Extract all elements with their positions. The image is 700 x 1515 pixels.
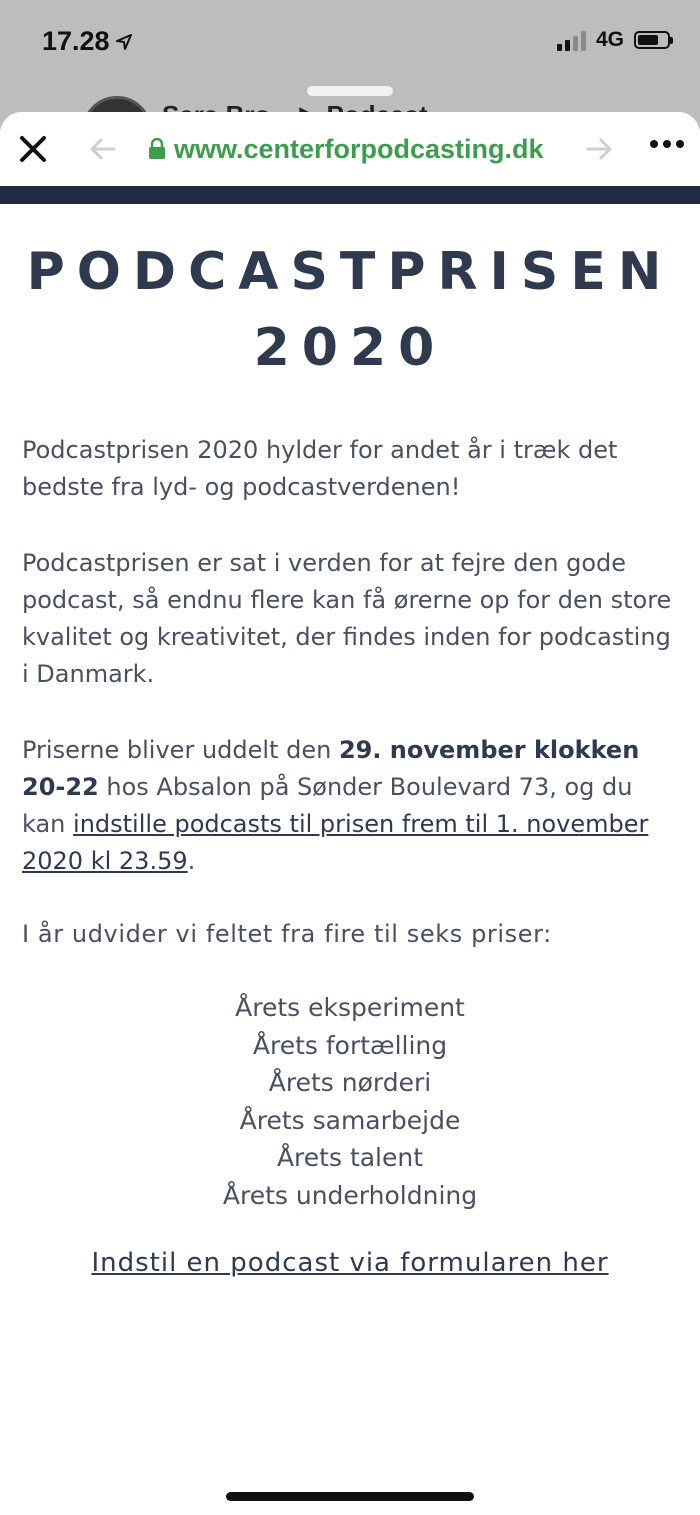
signal-icon xyxy=(557,29,586,51)
lock-icon xyxy=(148,138,166,160)
status-bar xyxy=(0,0,700,130)
awards-list xyxy=(0,989,700,1214)
close-icon[interactable] xyxy=(16,132,50,166)
list-item: Årets eksperiment xyxy=(235,993,465,1022)
page-title xyxy=(0,204,700,386)
date-paragraph xyxy=(22,732,678,880)
time-label: 17.28 xyxy=(42,26,110,56)
more-icon[interactable] xyxy=(650,140,684,148)
purpose-paragraph: Podcastprisen er sat i verden for at fejre den gode podcast, så endnu flere kan få ørerne op for den store kvalitet og kreativitet, der findes inden for podcasting i Danmark. xyxy=(22,549,672,688)
list-item: Årets samarbejde xyxy=(239,1105,461,1135)
location-arrow-icon xyxy=(116,34,132,50)
status-indicators xyxy=(557,28,670,52)
home-indicator xyxy=(226,1492,474,1501)
date-text-middle: hos Absalon på Sønder Boulevard 73, og du kan xyxy=(22,773,633,838)
intro-paragraph: Podcastprisen 2020 hylder for andet år i træk det bedste fra lyd- og podcastverdenen! xyxy=(22,436,618,501)
hero-banner-edge xyxy=(0,186,700,204)
page-content xyxy=(0,204,700,1278)
forward-arrow-icon[interactable] xyxy=(584,134,614,164)
date-bold: 29. november klokken 20-22 xyxy=(22,736,640,801)
list-item: Årets fortælling xyxy=(252,1030,448,1060)
browser-sheet xyxy=(0,112,700,1515)
nomination-deadline-link[interactable]: indstille podcasts til prisen frem til 1. november 2020 kl 23.59 xyxy=(22,810,649,875)
back-arrow-icon[interactable] xyxy=(88,134,118,164)
date-text-suffix: . xyxy=(187,847,196,875)
awards-intro: I år udvider vi feltet fra fire til seks priser: xyxy=(22,920,552,948)
title-line-1: PODCASTPRISEN xyxy=(26,242,674,302)
address-bar[interactable] xyxy=(148,130,544,168)
network-label: 4G xyxy=(595,28,624,51)
sheet-grabber[interactable] xyxy=(307,86,393,96)
status-time xyxy=(42,26,132,57)
list-item: Årets underholdning xyxy=(222,1180,478,1210)
title-line-2: 2020 xyxy=(253,318,447,378)
browser-toolbar xyxy=(0,112,700,187)
list-item: Årets talent xyxy=(276,1143,424,1172)
url-text: www.centerforpodcasting.dk xyxy=(174,133,544,164)
list-item: Årets nørderi xyxy=(268,1068,432,1097)
date-text-prefix: Priserne bliver uddelt den xyxy=(22,736,339,764)
nominate-form-link[interactable]: Indstil en podcast via formularen her xyxy=(91,1248,609,1278)
battery-icon xyxy=(634,31,670,49)
